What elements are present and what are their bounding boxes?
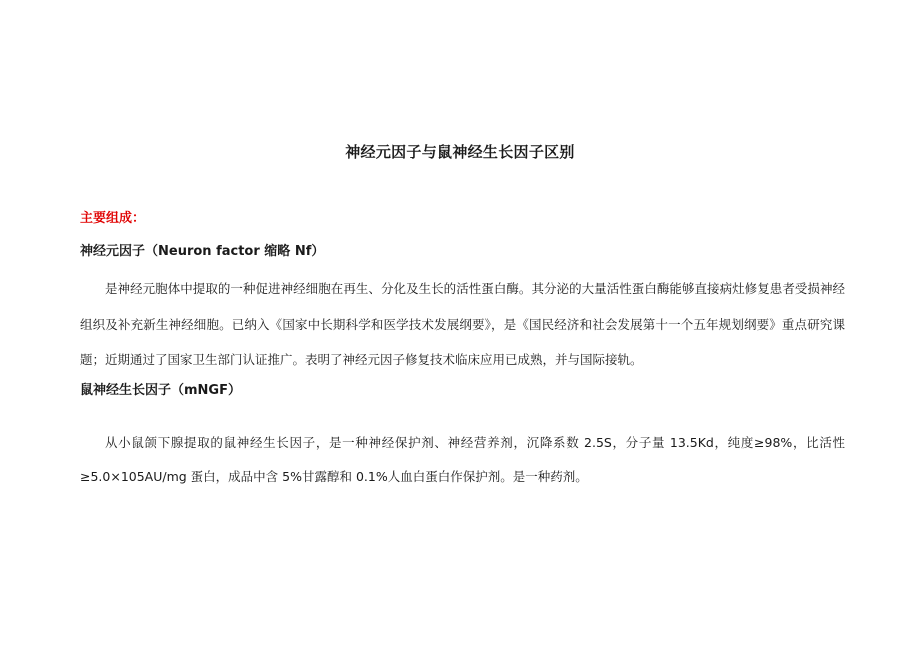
heading-mngf: 鼠神经生长因子（mNGF）: [80, 382, 241, 398]
heading-neuron-factor: 神经元因子（Neuron factor 缩略 Nf）: [80, 244, 325, 259]
section-label-main-composition: 主要组成：: [80, 211, 146, 226]
paragraph-neuron-factor: 是神经元胞体中提取的一种促进神经细胞在再生、分化及生长的活性蛋白酶。其分泌的大量活性蛋白酶能够直接病灶修复患者受损神经组织及补充新生神经细胞。已纳入《国家中长期科学和医学技术发展纲要》，是《国民经济和社会发展第十一个五年规划纲要》重点研究课题；近期通过了国家卫生部门认证推广。表明了神经元因子修复技术临床应用已成熟，并与国际接轨。: [80, 281, 845, 367]
document-title: 神经元因子与鼠神经生长因子区别: [345, 143, 575, 161]
paragraph-mngf: 从小鼠颌下腺提取的鼠神经生长因子，是一种神经保护剂、神经营养剂，沉降系数 2.5S，分子量 13.5Kd，纯度≥98%，比活性≥5.0×105AU/mg 蛋白，成品中含 5%甘露醇和 0.1%人血白蛋白作保护剂。是一种药剂。: [80, 434, 845, 484]
document-body: [80, 208, 845, 494]
